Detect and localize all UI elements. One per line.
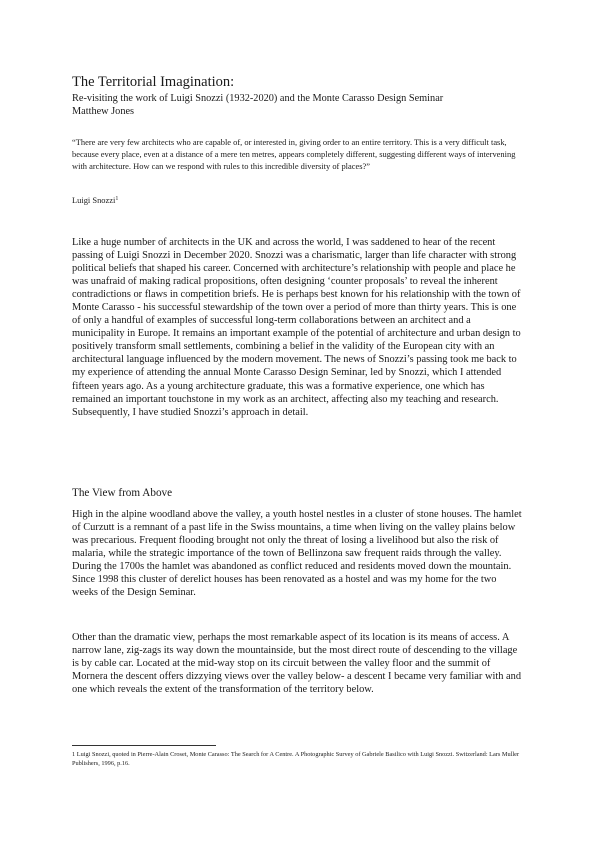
- document-title: The Territorial Imagination:: [72, 74, 235, 90]
- author-name: Matthew Jones: [72, 106, 135, 117]
- epigraph-author: Luigi Snozzi: [72, 195, 116, 205]
- epigraph-quote: “There are very few architects who are capable of, or interested in, giving order to an entire territory. This is a very difficult task, because every place, even at a distance of a mere ten metres, appears completely different, suggesting different ways of intervening with architecture. How can we respond with rules to this incredible diversity of places?”: [72, 137, 516, 171]
- epigraph-attribution: [72, 195, 118, 205]
- intro-paragraph: Like a huge number of architects in the UK and across the world, I was saddened to hear of the recent passing of Luigi Snozzi in December 2020. Snozzi was a charismatic, larger than life character with strong political beliefs that shaped his career. Concerned with architecture’s relationship with people and place he was unafraid of making radical propositions, often designing ‘counter proposals’ to reveal the inherent contradictions or flaws in competition briefs. He is perhaps best known for his relationship with the town of Monte Carasso - his successful stewardship of the town over a period of more than thirty years. This is one of only a handful of examples of successful long-term collaborations between an architect and a municipality in Europe. It remains an important example of the potential of architecture and urban design to positively transform small settlements, combining a belief in the validity of the European city with an architectural language influenced by the modern movement. The news of Snozzi’s passing took me back to my experience of attending the annual Monte Carasso Design Seminar, led by Snozzi, which I attended fifteen years ago. As a young architecture graduate, this was a formative experience, one which has remained an important touchstone in my work as an architect, affecting also my teaching and research. Subsequently, I have studied Snozzi’s approach in detail.: [72, 237, 521, 418]
- body-paragraph-1: High in the alpine woodland above the valley, a youth hostel nestles in a cluster of stone houses. The hamlet of Curzutt is a remnant of a past life in the Swiss mountains, a time when living on the valley plains below was precarious. Frequent flooding brought not only the threat of losing a livelihood but also the risk of malaria, while the strategic importance of the town of Bellinzona saw frequent raids through the valley. During the 1700s the hamlet was abandoned as conflict reduced and residents moved down the mountain. Since 1998 this cluster of derelict houses has been renovated as a hostel and was my home for the two weeks of the Design Seminar.: [72, 509, 522, 599]
- footnote-marker: 1: [115, 196, 119, 202]
- section-heading: The View from Above: [72, 487, 173, 499]
- footnote-divider: [72, 745, 216, 746]
- footnote-text: 1 Luigi Snozzi, quoted in Pierre-Alain Croset, Monte Carasso: The Search for A Centre. A Photographic Survey of Gabriele Basilico with Luigi Snozzi. Switzerland: Lars Muller Publishers, 1996, p.16.: [72, 751, 520, 767]
- body-paragraph-2: Other than the dramatic view, perhaps the most remarkable aspect of its location is its means of access. A narrow lane, zig-zags its way down the mountainside, but the most direct route of descending to the village is by cable car. Located at the mid-way stop on its circuit between the valley floor and the summit of Mornera the descent offers dizzying views over the valley below- a descent I became very familiar with and one which reveals the extent of the transformation of the territory below.: [72, 632, 522, 696]
- document-subtitle: Re-visiting the work of Luigi Snozzi (1932-2020) and the Monte Carasso Design Seminar: [72, 93, 444, 104]
